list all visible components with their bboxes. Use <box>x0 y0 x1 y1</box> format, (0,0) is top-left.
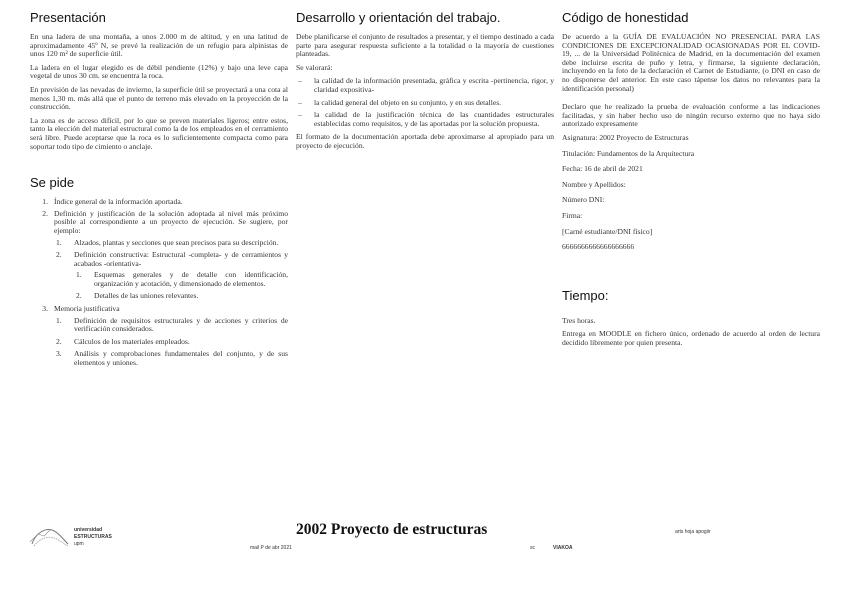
column-right <box>562 10 820 352</box>
logo-text-2: ESTRUCTURAS <box>74 534 112 540</box>
list-number: 2. <box>56 250 62 260</box>
declaration-paragraph: Declaro que he realizado la prueba de evaluación conforme a las indicaciones facilitadas, y sin haber hecho uso de ningún recurso externo que no haya sido autorizado expresamente <box>562 102 820 129</box>
list-item <box>30 210 288 301</box>
sub-list-item <box>54 338 288 347</box>
presentacion-paragraph: La zona es de acceso difícil, por lo que se preven materiales ligeros; entre estos, tanto la elección del material estructural como la de los empleados en el cerramiento será libre. Puede aceptarse que la roca es lo suficientemente compacta como para soportar todo tipo de cimiento o anclaje. <box>30 115 288 151</box>
list-number: 1. <box>56 315 62 325</box>
valorara-label: Se valorará: <box>296 62 333 72</box>
declaration-line: Titulación: Fundamentos de la Arquitectura <box>562 148 695 158</box>
list-item <box>30 305 288 368</box>
declaration-line: Asignatura: 2002 Proyecto de Estructuras <box>562 132 689 142</box>
list-item-text: Alzados, plantas y secciones que sean precisos para su descripción. <box>74 237 279 247</box>
declaration-line: Nombre y Apellidos: <box>562 179 626 189</box>
presentacion-paragraph: En una ladera de una montaña, a unos 2.000 m de altitud, y en una latitud de aproximadamente 45º N, se prevé la realización de un refugio para alpinistas de unos 120 m² de superficie útil. <box>30 32 288 59</box>
list-item-text: Cálculos de los materiales empleados. <box>74 336 190 346</box>
sub-list-item <box>54 239 288 248</box>
footer-title: 2002 Proyecto de estructuras <box>296 521 488 538</box>
list-number: 2. <box>76 291 82 301</box>
sub-sub-list <box>74 271 288 301</box>
column-left <box>30 10 288 372</box>
list-item-text: Definición y justificación de la solución adoptada al nivel más próximo posible al correspondiente a un proyecto de ejecución. Se sugiere, por ejemplo: <box>54 208 288 235</box>
sub-list-item <box>74 292 288 301</box>
tiempo-paragraph: Entrega en MOODLE en fichero único, ordenado de acuerdo al orden de lectura decidido libremente por quien presenta. <box>562 329 820 347</box>
sub-list <box>54 317 288 368</box>
list-item <box>30 198 288 207</box>
list-item: – la calidad de la justificación técnica de las cuantidades estructurales establecidas como requisitos, y de las aportadas por la solución propuesta. <box>296 111 554 128</box>
footer-right-text: arts hoja apogiir <box>675 529 711 535</box>
list-item-text: Esquemas generales y de detalle con identificación, organización y acotación, y dimensionado de elementos. <box>94 270 288 288</box>
presentacion-heading: Presentación <box>30 10 106 25</box>
presentacion-paragraph: La ladera en el lugar elegido es de débil pendiente (12%) y bajo una leve capa vegetal de unos 30 cm. se encuentra la roca. <box>30 62 288 81</box>
university-logo <box>28 524 72 555</box>
logo-text-3: upm <box>74 541 84 547</box>
desarrollo-heading: Desarrollo y orientación del trabajo. <box>296 10 501 25</box>
list-item-text: Memoria justificativa <box>54 304 120 314</box>
tiempo-heading: Tiempo: <box>562 287 609 303</box>
list-number: 1. <box>42 197 48 207</box>
list-item: – la calidad general del objeto en su conjunto, y en sus detalles. <box>296 99 554 108</box>
list-item-text: Definición de requisitos estructurales y de acciones y criterios de verificación considerados. <box>74 315 288 334</box>
se-pide-list <box>30 198 288 368</box>
declaration-line: Fecha: 16 de abril de 2021 <box>562 164 643 174</box>
list-number: 3. <box>56 349 62 359</box>
declaration-line: 6666666666666666666 <box>562 242 635 252</box>
sub-list <box>54 239 288 302</box>
list-number: 2. <box>42 208 48 218</box>
list-item-text: Definición constructiva: Estructural -completa- y de cerramientos y acabados -orientativa- <box>74 250 288 268</box>
se-pide-heading: Se pide <box>30 175 75 191</box>
sub-list-item <box>54 350 288 367</box>
list-number: 3. <box>42 304 48 314</box>
honestidad-heading: Código de honestidad <box>562 10 689 25</box>
list-item-text: Detalles de las uniones relevantes. <box>94 291 199 301</box>
list-number: 1. <box>76 270 82 280</box>
logo-icon <box>28 524 72 550</box>
desarrollo-outro: El formato de la documentación aportada debe aproximarse al apropiado para un proyecto de ejecución. <box>296 132 554 150</box>
sub-list-item <box>54 317 288 334</box>
list-item-text: Análisis y comprobaciones fundamentales del conjunto, y de sus elementos y uniones. <box>74 349 288 368</box>
logo-text-1: universidad <box>74 527 103 533</box>
sub-list-item <box>54 251 288 301</box>
list-number: 1. <box>56 237 62 247</box>
declaration-line: Número DNI: <box>562 195 605 205</box>
footer-date: mail P de abr 2021 <box>250 545 292 551</box>
list-item: – la calidad de la información presentada, gráfica y escrita -pertinencia, rigor, y claridad expositiva- <box>296 77 554 94</box>
declaration-line: [Carné estudiante/DNI físico] <box>562 226 653 236</box>
column-middle <box>296 10 554 156</box>
list-item-text: Índice general de la información aportada. <box>54 197 183 207</box>
footer-code-2: VIAKOA <box>553 545 573 551</box>
desarrollo-intro: Debe planificarse el conjunto de resultados a presentar, y el tiempo destinado a cada parte para asegurar respuesta suficiente a la totalidad o la mayoría de cuestiones planteadas. <box>296 32 554 59</box>
list-number: 2. <box>56 336 62 346</box>
tiempo-paragraph: Tres horas. <box>562 315 596 325</box>
valorara-list <box>296 77 554 128</box>
honestidad-paragraph: De acuerdo a la GUÍA DE EVALUACIÓN NO PRESENCIAL PARA LAS CONDICIONES DE EXCEPCIONALIDAD OCASIONADAS POR EL COVID-19, ... de la Universidad Politécnica de Madrid, en la documentación del examen debe incluirse escrita de puño y letra, y firmarse, la siguiente declaración, incluyendo en la foto de la declaración el Carnet de Estudiante, (o DNI en caso de no disponerse del anterior. En este caso tápense los datos no relevantes para la identificación personal) <box>562 32 820 93</box>
declaration-line: Firma: <box>562 210 583 220</box>
presentacion-paragraph: En previsión de las nevadas de invierno, la superficie útil se proyectará a una cota al menos 1,30 m. más allá que el punto de terreno más elevado en la proyección de la construcción. <box>30 84 288 112</box>
footer-code: sc <box>530 545 535 551</box>
sub-list-item <box>74 271 288 288</box>
